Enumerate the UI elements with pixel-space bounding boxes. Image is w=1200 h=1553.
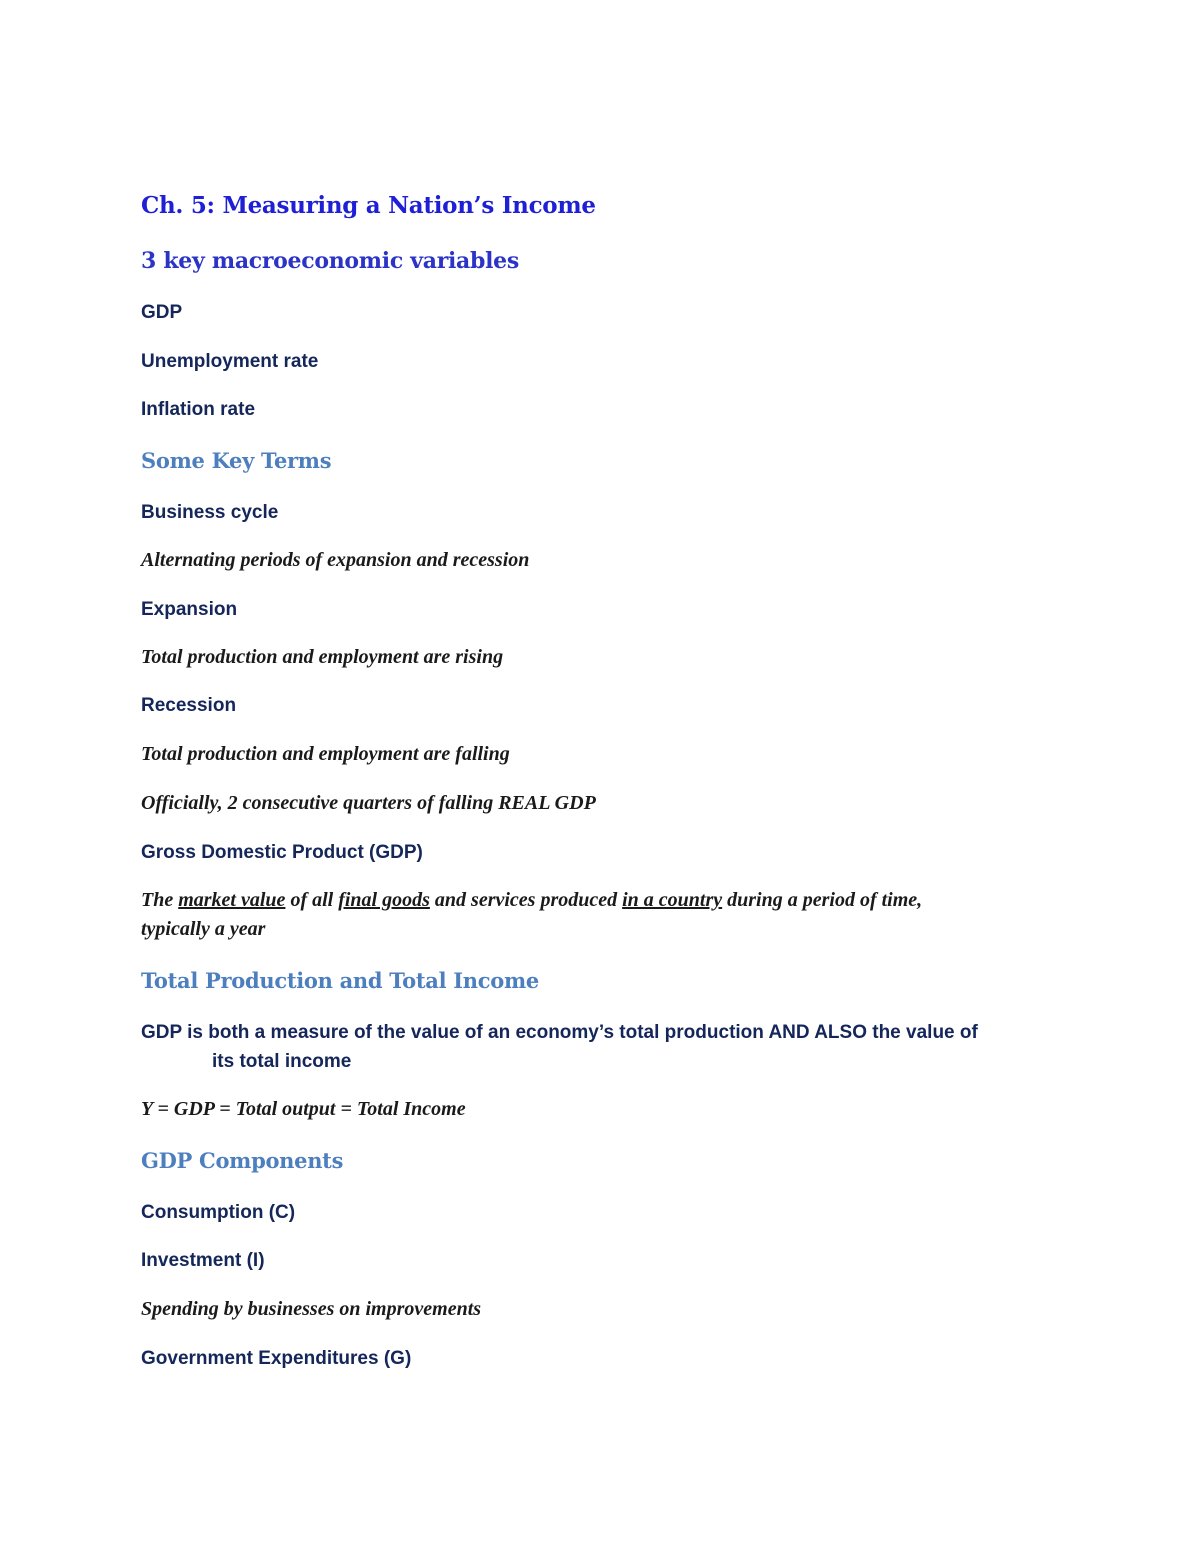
- definition-gdp-market-value: market value: [178, 889, 286, 911]
- term-gross-domestic-product: Gross Domestic Product (GDP): [141, 842, 423, 863]
- section-heading-gdp-components: GDP Components: [141, 1148, 344, 1173]
- definition-gdp-final-goods: final goods: [338, 889, 430, 911]
- total-production-text-line-2: its total income: [212, 1051, 352, 1072]
- definition-recession-2: Officially, 2 consecutive quarters of falling REAL GDP: [141, 792, 596, 814]
- term-investment: Investment (I): [141, 1250, 265, 1271]
- definition-gdp-text-2: of all: [285, 889, 339, 911]
- total-production-text-line-1: GDP is both a measure of the value of an economy’s total production AND ALSO the value of: [141, 1022, 978, 1043]
- page-title: Ch. 5: Measuring a Nation’s Income: [141, 192, 596, 219]
- definition-gdp-line-1: [141, 889, 922, 912]
- term-consumption: Consumption (C): [141, 1202, 296, 1223]
- definition-gdp-line-2: typically a year: [141, 918, 266, 940]
- definition-expansion: Total production and employment are rising: [141, 646, 504, 668]
- definition-gdp-text-1: The: [141, 889, 179, 911]
- term-government-expenditures: Government Expenditures (G): [141, 1348, 412, 1369]
- definition-business-cycle: Alternating periods of expansion and recession: [141, 549, 530, 571]
- definition-gdp-text-3: and services produced: [429, 889, 623, 911]
- section-heading-total-production: Total Production and Total Income: [141, 968, 539, 993]
- term-recession: Recession: [141, 695, 237, 716]
- section-heading-key-terms: Some Key Terms: [141, 448, 332, 473]
- definition-gdp-in-a-country: in a country: [622, 889, 723, 911]
- section-heading-key-variables: 3 key macroeconomic variables: [141, 248, 519, 274]
- term-inflation-rate: Inflation rate: [141, 399, 256, 420]
- definition-recession-1: Total production and employment are falling: [141, 743, 510, 765]
- term-business-cycle: Business cycle: [141, 502, 279, 523]
- definition-gdp-text-4: during a period of time,: [722, 889, 923, 911]
- gdp-equation: Y = GDP = Total output = Total Income: [141, 1098, 466, 1120]
- term-unemployment-rate: Unemployment rate: [141, 351, 319, 372]
- term-gdp: GDP: [141, 302, 183, 323]
- term-expansion: Expansion: [141, 599, 238, 620]
- definition-investment: Spending by businesses on improvements: [141, 1298, 482, 1320]
